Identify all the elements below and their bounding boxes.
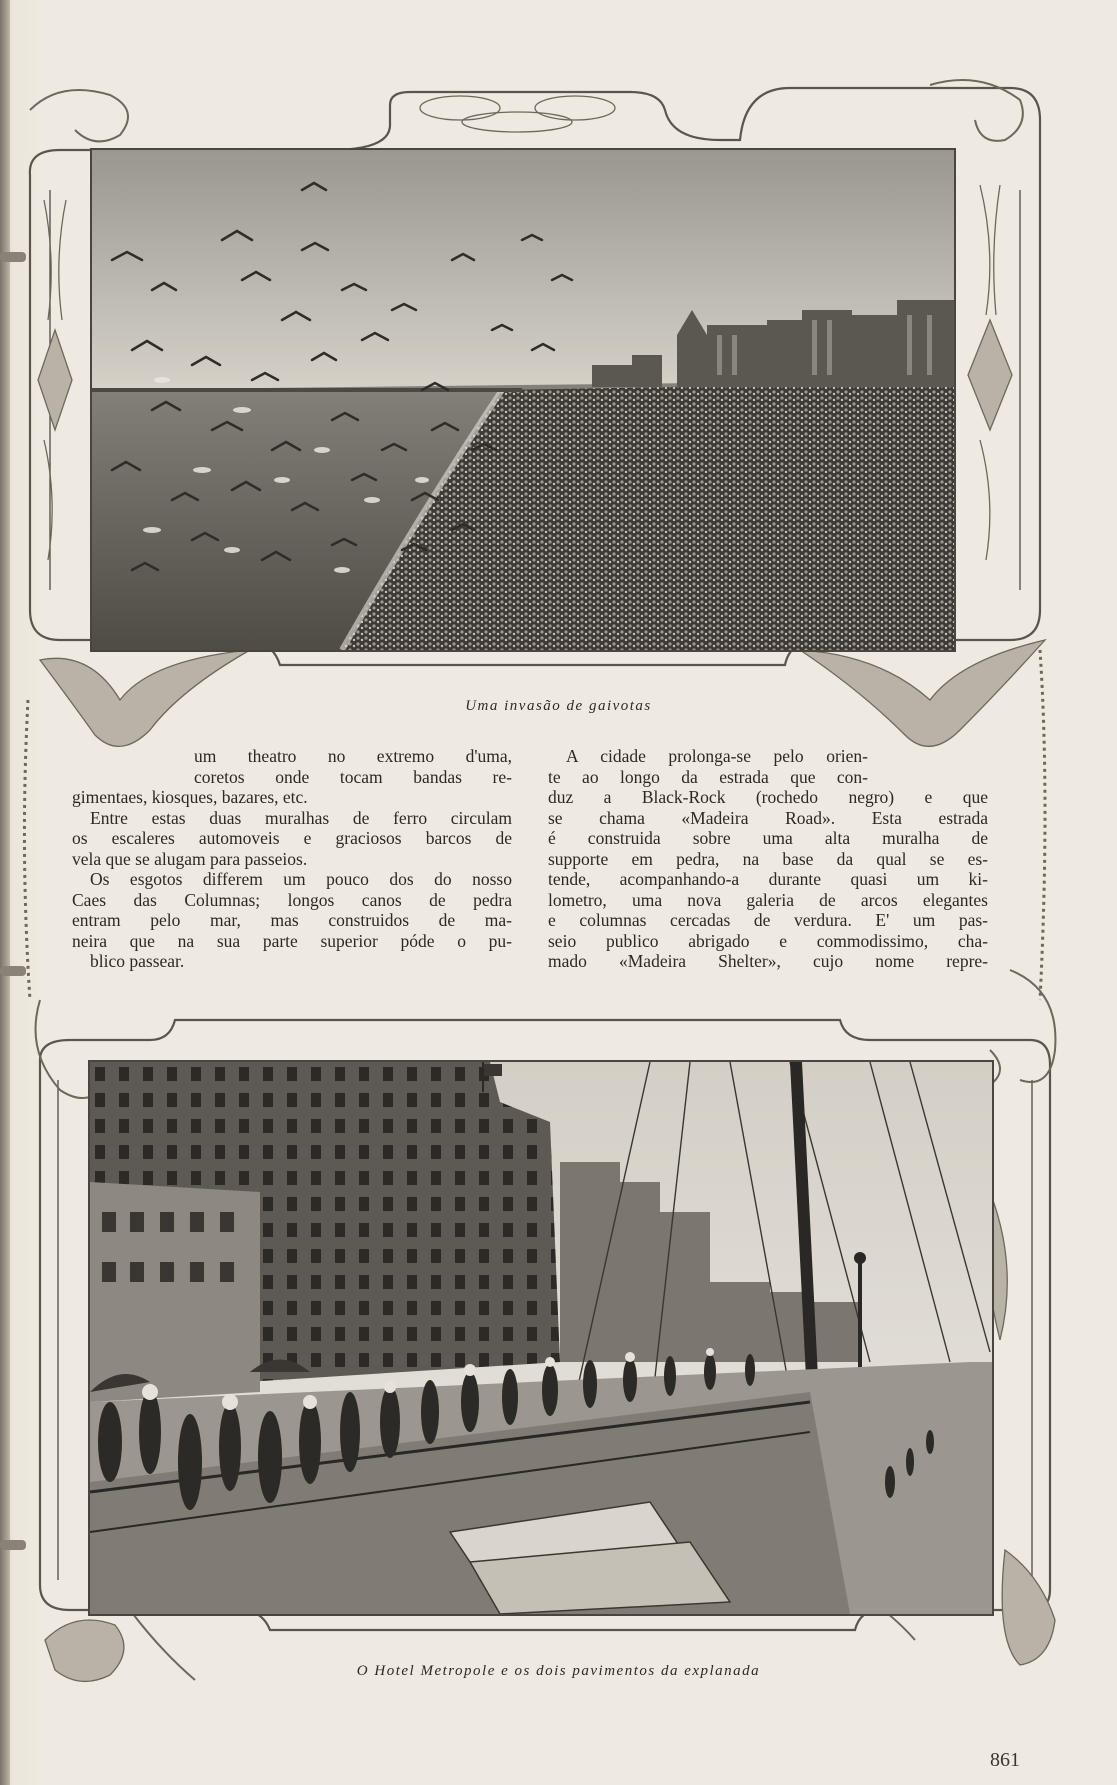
text-line: mado «Madeira Shelter», cujo nome repre- (548, 951, 988, 971)
binding-stitch (0, 966, 26, 976)
text-line: entram pelo mar, mas construidos de ma- (72, 910, 512, 930)
text-line: te ao longo da estrada que con- (548, 766, 868, 787)
text-line: supporte em pedra, na base da qual se es- (548, 848, 988, 869)
figure-caption-hotel: O Hotel Metropole e os dois pavimentos da explanada (356, 1663, 761, 1679)
binding-stitch (0, 1540, 26, 1550)
photo-hotel-metropole (88, 1060, 994, 1616)
left-text-column (72, 746, 512, 972)
text-line: vela que se alugam para passeios. (72, 848, 308, 869)
text-line: blico passear. (90, 951, 185, 971)
text-line: gimentaes, kiosques, bazares, etc. (72, 787, 308, 807)
text-line: é construida sobre uma alta muralha de (548, 828, 988, 848)
text-line: e columnas cercadas de verdura. E' um pas- (548, 910, 988, 930)
text-line: um theatro no extremo d'uma, (194, 746, 512, 766)
text-line: Os esgotos differem um pouco dos do nosso (90, 869, 512, 889)
text-line: duz a Black-Rock (rochedo negro) e que (548, 787, 988, 807)
text-line: Entre estas duas muralhas de ferro circulam (90, 807, 512, 828)
photo-seagulls-beach (90, 148, 956, 652)
text-line: os escaleres automoveis e graciosos barcos de (72, 828, 512, 848)
text-line: se chama «Madeira Road». Esta estrada (548, 807, 988, 828)
text-line: A cidade prolonga-se pelo orien- (566, 746, 868, 766)
text-line: seio publico abrigado e commodissimo, cha- (548, 930, 988, 951)
text-line: coretos onde tocam bandas re- (194, 766, 512, 787)
figure-caption-seagulls: Uma invasão de gaivotas (465, 698, 652, 714)
page-number: 861 (990, 1749, 1020, 1771)
text-line: neira que na sua parte superior póde o pu- (72, 930, 512, 951)
text-line: Caes das Columnas; longos canos de pedra (72, 889, 512, 910)
text-line: lometro, uma nova galeria de arcos elegantes (548, 889, 988, 910)
right-text-column (548, 746, 988, 972)
binding-edge (0, 0, 10, 1785)
binding-stitch (0, 252, 26, 262)
text-line: tende, acompanhando-a durante quasi um ki- (548, 869, 988, 889)
